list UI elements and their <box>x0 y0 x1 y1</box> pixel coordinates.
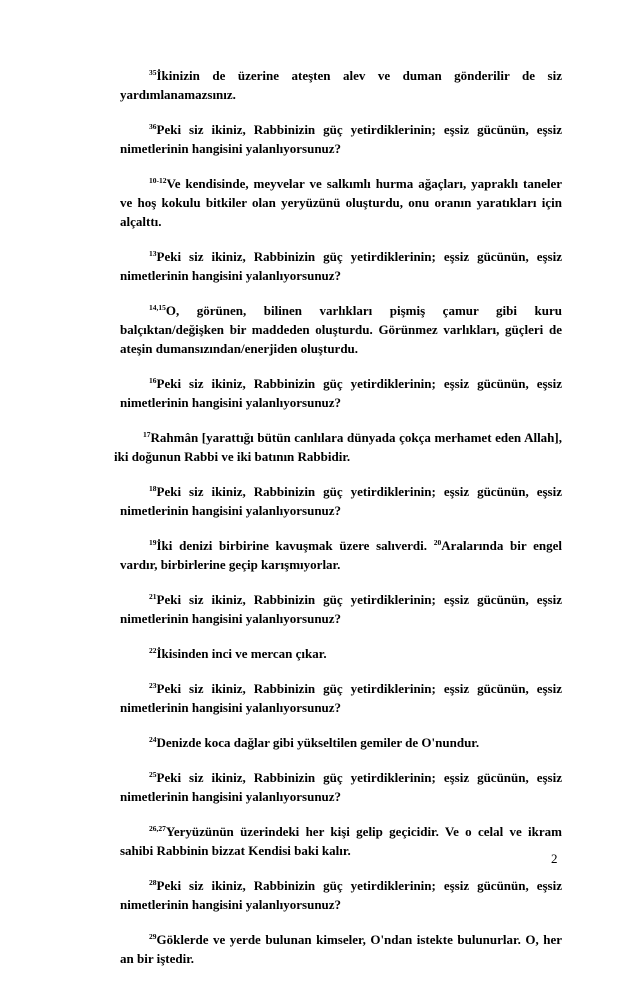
verse-text: Aralarında bir engel vardır, birbirlerine geçip karışmıyorlar. <box>120 538 563 572</box>
verse-text: Peki siz ikiniz, Rabbinizin güç yetirdiklerinin; eşsiz gücünün, eşsiz nimetlerinin hangisini yalanlıyorsunuz? <box>120 484 562 518</box>
verse-paragraph <box>120 822 562 860</box>
verse-paragraph <box>120 301 562 358</box>
verse-number: 10-12 <box>149 176 167 185</box>
verse-number: 21 <box>149 592 157 601</box>
verse-paragraph <box>120 768 562 806</box>
verse-paragraph <box>120 644 562 663</box>
verse-number: 22 <box>149 646 157 655</box>
verse-paragraph <box>120 733 562 752</box>
verse-text: Yeryüzünün üzerindeki her kişi gelip geçicidir. Ve o celal ve ikram sahibi Rabbinin bizzat Kendisi baki kalır. <box>120 824 562 858</box>
verse-text: Peki siz ikiniz, Rabbinizin güç yetirdiklerinin; eşsiz gücünün, eşsiz nimetlerinin hangisini yalanlıyorsunuz? <box>120 376 562 410</box>
verse-paragraph <box>120 876 562 914</box>
verse-text: Peki siz ikiniz, Rabbinizin güç yetirdiklerinin; eşsiz gücünün, eşsiz nimetlerinin hangisini yalanlıyorsunuz? <box>120 681 562 715</box>
page-content <box>114 66 563 984</box>
verse-paragraph <box>120 247 562 285</box>
verse-number: 19 <box>149 538 157 547</box>
verse-paragraph <box>120 590 562 628</box>
verse-text: İki denizi birbirine kavuşmak üzere salıverdi. <box>156 538 434 553</box>
page-number: 2 <box>551 851 558 866</box>
verse-number: 18 <box>149 484 157 493</box>
verse-text: Peki siz ikiniz, Rabbinizin güç yetirdiklerinin; eşsiz gücünün, eşsiz nimetlerinin hangisini yalanlıyorsunuz? <box>120 249 562 283</box>
verse-number: 28 <box>149 878 157 887</box>
verse-number: 35 <box>149 68 157 77</box>
verse-paragraph <box>120 930 562 968</box>
verse-text: Rahmân [yarattığı bütün canlılara dünyada çokça merhamet eden Allah], iki doğunun Rabbi ve iki batının Rabbidir. <box>114 430 562 464</box>
verse-paragraph <box>120 482 562 520</box>
verse-paragraph <box>120 536 562 574</box>
verse-number: 36 <box>149 122 157 131</box>
verse-paragraph <box>114 428 562 466</box>
verse-text: Peki siz ikiniz, Rabbinizin güç yetirdiklerinin; eşsiz gücünün, eşsiz nimetlerinin hangisini yalanlıyorsunuz? <box>120 770 562 804</box>
verse-number: 16 <box>149 376 157 385</box>
verse-number: 26,27 <box>149 824 166 833</box>
verse-number: 20 <box>433 538 442 547</box>
verse-text: Ve kendisinde, meyvelar ve salkımlı hurma ağaçları, yapraklı taneler ve hoş kokulu bitkiler olan yeryüzünü oluşturdu, onu oranın yaratıkları için alçalttı. <box>120 176 562 229</box>
verse-text: Göklerde ve yerde bulunan kimseler, O'ndan istekte bulunurlar. O, her an bir iştedir. <box>120 932 562 966</box>
verse-number: 13 <box>149 249 157 258</box>
verse-number: 29 <box>149 932 157 941</box>
verse-number: 25 <box>149 770 157 779</box>
verse-paragraph <box>120 66 562 104</box>
verse-text: İkinizin de üzerine ateşten alev ve duman gönderilir de siz yardımlanamazsınız. <box>120 68 562 102</box>
verse-text: O, görünen, bilinen varlıkları pişmiş çamur gibi kuru balçıktan/değişken bir maddeden oluşturdu. Görünmez varlıkları, güçleri de ateşin dumansızından/enerjiden oluşturdu. <box>120 303 562 356</box>
verse-paragraph <box>120 174 562 231</box>
verse-text: Denizde koca dağlar gibi yükseltilen gemiler de O'nundur. <box>156 735 480 750</box>
verse-paragraph <box>120 374 562 412</box>
verse-text: Peki siz ikiniz, Rabbinizin güç yetirdiklerinin; eşsiz gücünün, eşsiz nimetlerinin hangisini yalanlıyorsunuz? <box>120 122 562 156</box>
verse-number: 23 <box>149 681 157 690</box>
verse-number: 14,15 <box>149 303 166 312</box>
verse-number: 17 <box>143 430 151 439</box>
verse-number: 24 <box>149 735 157 744</box>
verse-text: Peki siz ikiniz, Rabbinizin güç yetirdiklerinin; eşsiz gücünün, eşsiz nimetlerinin hangisini yalanlıyorsunuz? <box>120 592 562 626</box>
verse-paragraph <box>120 120 562 158</box>
verse-text: Peki siz ikiniz, Rabbinizin güç yetirdiklerinin; eşsiz gücünün, eşsiz nimetlerinin hangisini yalanlıyorsunuz? <box>120 878 562 912</box>
verse-text: İkisinden inci ve mercan çıkar. <box>156 646 327 661</box>
verse-paragraph <box>120 679 562 717</box>
